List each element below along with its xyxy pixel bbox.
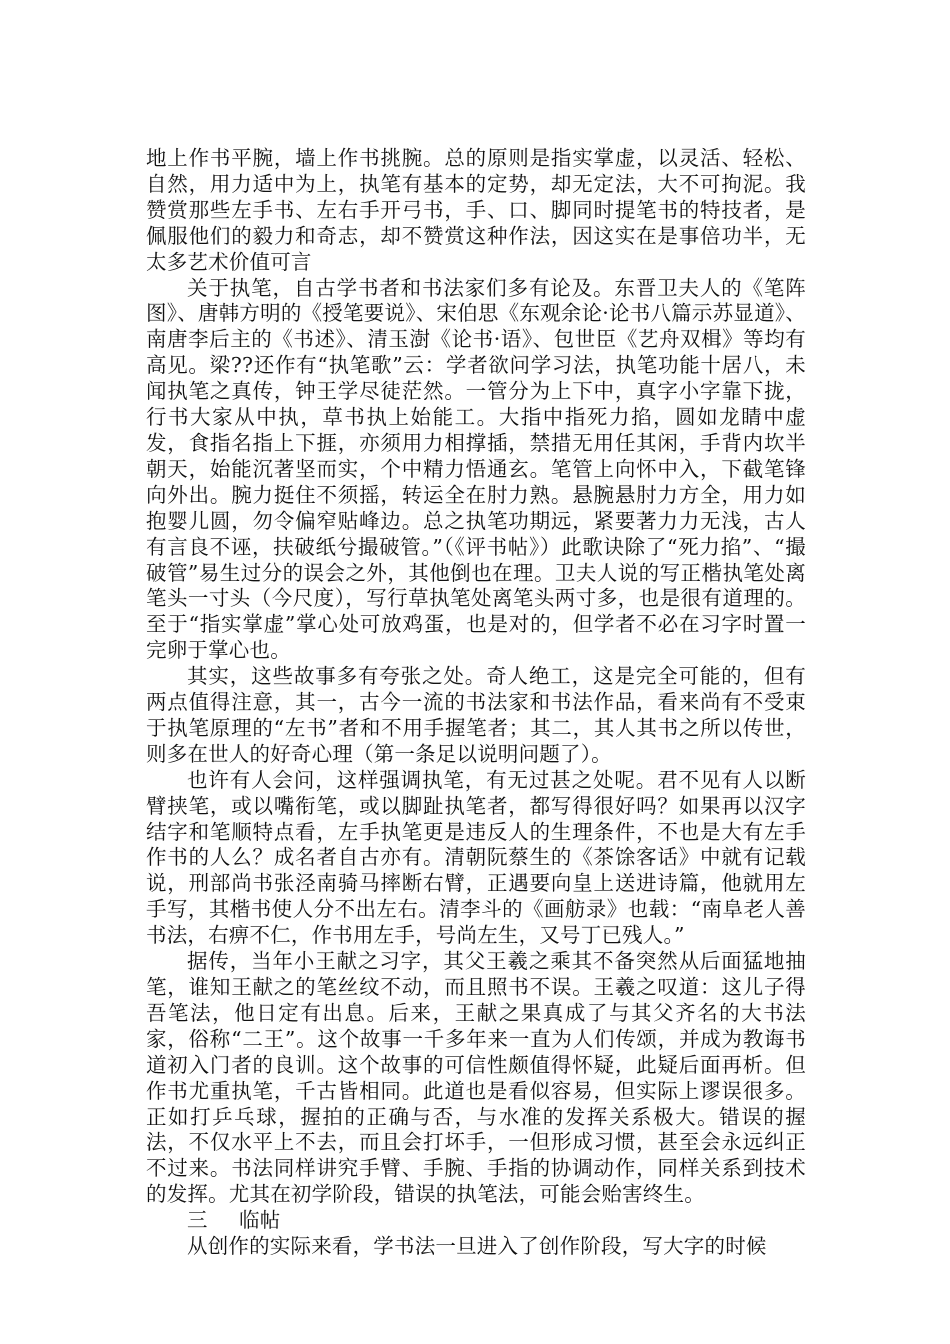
paragraph-2: 其实，这些故事多有夸张之处。奇人绝工，这是完全可能的，但有两点值得注意，其一，古今一流的书法家和书法作品，看来尚有不受束于执笔原理的“左书”者和不用手握笔者；其二，其人其书之所以传世，则多在世人的好奇心理（第一条足以说明问题了）。: [146, 664, 806, 766]
section-title: 临帖: [239, 1208, 281, 1233]
section-number: 三: [187, 1208, 208, 1233]
paragraph-5: 从创作的实际来看，学书法一旦进入了创作阶段，写大字的时候: [187, 1234, 767, 1259]
document-body: [146, 146, 806, 1260]
paragraph-1: 关于执笔，自古学书者和书法家们多有论及。东晋卫夫人的《笔阵图》、唐韩方明的《授笔要说》、宋伯思《东观余论·论书八篇示苏显道》、南唐李后主的《书述》、清玉澍《论书·语》、包世臣《艺舟双楫》等均有高见。梁??还作有“执笔歌”云：学者欲问学习法，执笔功能十居八，未闻执笔之真传，钟王学尽徒茫然。一管分为上下中，真字小字靠下拢，行书大家从中执，草书执上始能工。大指中指死力掐，圆如龙睛中虚发，食指名指上下捱，亦须用力相撑插，禁措无用任其闲，手背内坎半朝天，始能沉著坚而实，个中精力悟通玄。笔管上向怀中入，下截笔锋向外出。腕力挺住不须摇，转运全在肘力熟。悬腕悬肘力方全，用力如抱婴儿圆，勿令偏窄贴峰边。总之执笔功期远，紧要著力力无浅，古人有言良不诬，扶破纸兮撮破管。”（《评书帖》）此歌诀除了“死力掐”、“撮破管”易生过分的误会之外，其他倒也在理。卫夫人说的写正楷执笔处离笔头一寸头（今尺度），写行草执笔处离笔头两寸多，也是很有道理的。至于“指实掌虚”掌心处可放鸡蛋，也是对的，但学者不必在习字时置一完卵于掌心也。: [146, 275, 806, 663]
paragraph-3: 也许有人会问，这样强调执笔，有无过甚之处呢。君不见有人以断臂挟笔，或以嘴衔笔，或以脚趾执笔者，都写得很好吗？如果再以汉字结字和笔顺特点看，左手执笔更是违反人的生理条件，不也是大有左手作书的人么？成名者自古亦有。清朝阮蔡生的《茶馀客话》中就有记载说，刑部尚书张泾南骑马摔断右臂，正遇要向皇上送进诗篇，他就用左手写，其楷书使人分不出左右。清李斗的《画舫录》也载：“南阜老人善书法，右痹不仁，作书用左手，号尚左生，又号丁已残人。”: [146, 767, 806, 948]
paragraph-4: 据传，当年小王献之习字，其父王羲之乘其不备突然从后面猛地抽笔，谁知王献之的笔丝纹不动，而且照书不误。王羲之叹道：这儿子得吾笔法，他日定有出息。后来，王献之果真成了与其父齐名的大书法家，俗称“二王”。这个故事一千多年来一直为人们传颂，并成为教诲书道初入门者的良训。这个故事的可信性颇值得怀疑，此疑后面再析。但作书尤重执笔，千古皆相同。此道也是看似容易，但实际上谬误很多。正如打乒乓球，握拍的正确与否，与水准的发挥关系极大。错误的握法，不仅水平上不去，而且会打坏手，一但形成习惯，甚至会永远纠正不过来。书法同样讲究手臂、手腕、手指的协调动作，同样关系到技术的发挥。尤其在初学阶段，错误的执笔法，可能会贻害终生。: [146, 949, 806, 1207]
section-heading: [146, 1208, 806, 1234]
paragraph-0: 地上作书平腕，墙上作书挑腕。总的原则是指实掌虚，以灵活、轻松、自然，用力适中为上，执笔有基本的定势，却无定法，大不可拘泥。我赞赏那些左手书、左右手开弓书，手、口、脚同时提笔书的特技者，是佩服他们的毅力和奇志，却不赞赏这种作法，因这实在是事倍功半，无太多艺术价值可言: [146, 146, 806, 274]
